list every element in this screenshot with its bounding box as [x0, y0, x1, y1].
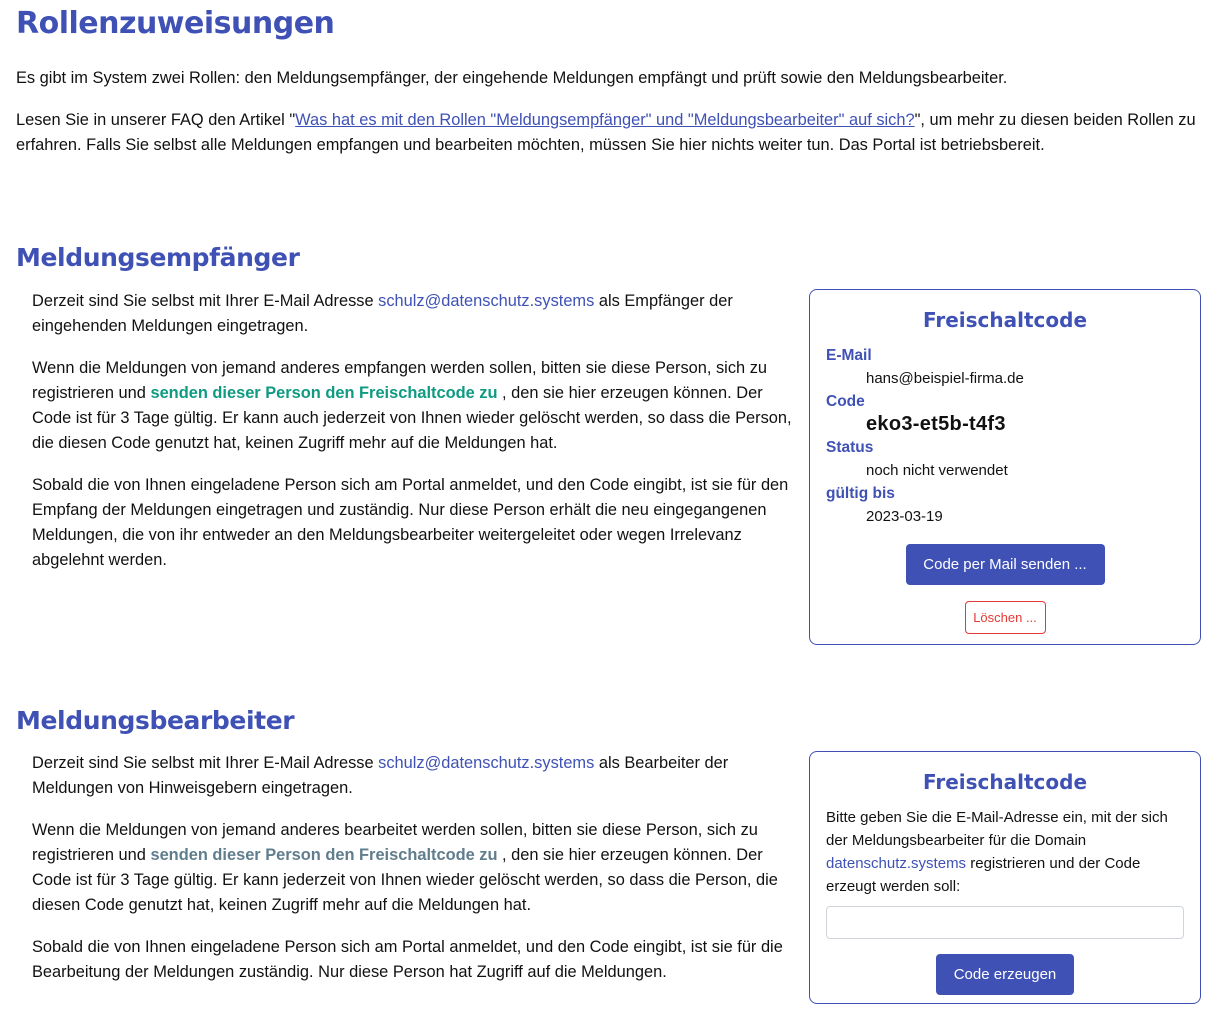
- text: als Bearbeiter der Meldungen von Hinweisgebern eingetragen.: [32, 754, 729, 797]
- intro-paragraph: Es gibt im System zwei Rollen: den Meldungsempfänger, der eingehende Meldungen empfängt und prüft sowie den Meldungsbearbeiter.: [16, 69, 1008, 87]
- receiver-info-paragraph: Sobald die von Ihnen eingeladene Person sich am Portal anmeldet, und den Code eingibt, ist sie für den Empfang der Meldungen eingetragen und zuständig. Nur diese Person erhält die neu eingegangenen Meldungen, die von ihr entweder an den Meldungsbearbeiter weitergeleitet oder wegen Irrelevanz abgelehnt werden.: [32, 476, 789, 569]
- code-value: eko3-et5b-t4f3: [866, 413, 1006, 435]
- text: Wenn die Meldungen von jemand anderes bearbeitet werden sollen, bitten sie diese Person, sich zu registrieren und: [32, 821, 758, 864]
- status-label: Status: [826, 439, 874, 456]
- delete-code-button[interactable]: Löschen ...: [965, 601, 1046, 634]
- faq-text-before: Lesen Sie in unserer FAQ den Artikel ": [16, 111, 296, 129]
- receiver-code-card: [809, 289, 1201, 645]
- editor-heading: Meldungsbearbeiter: [16, 706, 295, 735]
- domain-text: datenschutz.systems: [826, 855, 967, 872]
- text: , den sie hier erzeugen können. Der Code ist für 3 Tage gültig. Er kann jederzeit von Ihnen wieder gelöscht werden, so dass die Person, die diesen Code genutzt hat, keinen Zugriff mehr auf die Meldungen hat.: [32, 846, 778, 914]
- code-details: [826, 344, 1200, 528]
- page-title: Rollenzuweisungen: [16, 6, 335, 41]
- editor-current-paragraph: [32, 751, 794, 801]
- text: Bitte geben Sie die E-Mail-Adresse ein, mit der sich der Meldungsbearbeiter für die Domain: [826, 809, 1168, 849]
- editor-description: [32, 751, 794, 1002]
- send-code-by-mail-button[interactable]: Code per Mail senden ...: [906, 544, 1105, 585]
- faq-paragraph: [16, 108, 1212, 158]
- faq-article-link[interactable]: Was hat es mit den Rollen "Meldungsempfänger" und "Meldungsbearbeiter" auf sich?: [295, 111, 915, 129]
- text: registrieren und der Code erzeugt werden soll:: [826, 855, 1141, 895]
- editor-email-input[interactable]: [826, 906, 1184, 939]
- code-label: Code: [826, 393, 865, 410]
- editor-current-email: schulz@datenschutz.systems: [378, 754, 595, 772]
- receiver-send-code-action[interactable]: senden dieser Person den Freischaltcode zu: [150, 384, 498, 402]
- status-value: noch nicht verwendet: [866, 462, 1008, 479]
- card-title: Freischaltcode: [922, 308, 1088, 332]
- faq-text-after: ", um mehr zu diesen beiden Rollen zu erfahren. Falls Sie selbst alle Meldungen empfangen und bearbeiten möchten, müssen Sie hier nichts weiter tun. Das Portal ist betriebsbereit.: [16, 111, 1196, 154]
- email-label: E-Mail: [826, 347, 872, 364]
- valid-until-label: gültig bis: [826, 485, 895, 502]
- editor-info-paragraph: Sobald die von Ihnen eingeladene Person sich am Portal anmeldet, und den Code eingibt, ist sie für die Bearbeitung der Meldungen zuständig. Nur diese Person hat Zugriff auf die Meldungen.: [32, 938, 783, 981]
- editor-instructions-paragraph: [32, 818, 794, 918]
- card-title: Freischaltcode: [922, 770, 1088, 794]
- receiver-current-email: schulz@datenschutz.systems: [378, 292, 595, 310]
- receiver-current-paragraph: [32, 289, 794, 339]
- email-value: hans@beispiel-firma.de: [866, 370, 1024, 387]
- text: Derzeit sind Sie selbst mit Ihrer E-Mail Adresse: [32, 754, 379, 772]
- text: als Empfänger der eingehenden Meldungen eingetragen.: [32, 292, 733, 335]
- valid-until-value: 2023-03-19: [866, 508, 943, 525]
- editor-card-instructions: [826, 806, 1184, 898]
- editor-code-card: [809, 751, 1201, 1004]
- receiver-heading: Meldungsempfänger: [16, 243, 300, 272]
- receiver-instructions-paragraph: [32, 356, 794, 456]
- generate-code-button[interactable]: Code erzeugen: [936, 954, 1074, 995]
- editor-send-code-action: senden dieser Person den Freischaltcode zu: [150, 846, 498, 864]
- receiver-description: [32, 289, 794, 590]
- text: Wenn die Meldungen von jemand anderes empfangen werden sollen, bitten sie diese Person, sich zu registrieren und: [32, 359, 768, 402]
- text: , den sie hier erzeugen können. Der Code ist für 3 Tage gültig. Er kann auch jederzeit von Ihnen wieder gelöscht werden, so dass die Person, die diesen Code genutzt hat, keinen Zugriff mehr auf die Meldungen hat.: [32, 384, 792, 452]
- text: Derzeit sind Sie selbst mit Ihrer E-Mail Adresse: [32, 292, 379, 310]
